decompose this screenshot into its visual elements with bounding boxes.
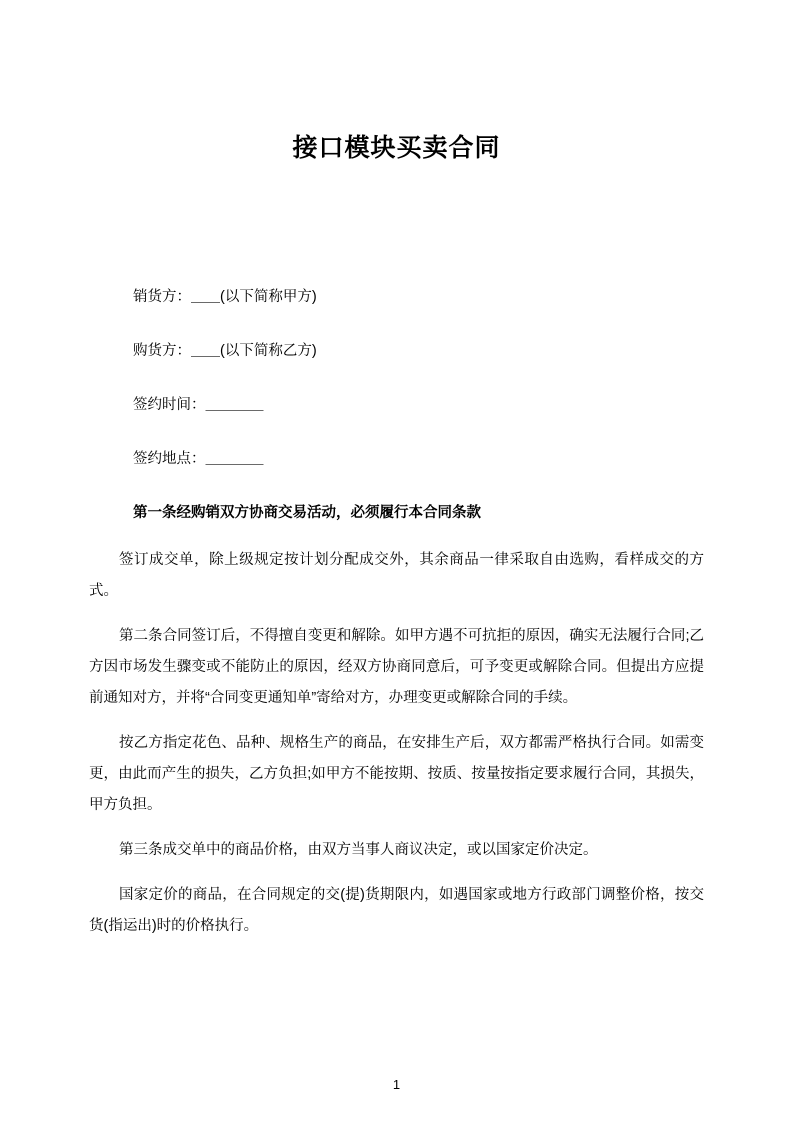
paragraph-4: 第三条成交单中的商品价格，由双方当事人商议决定，或以国家定价决定。: [119, 842, 598, 858]
document-body: [89, 282, 704, 956]
paragraph-3: 按乙方指定花色、品种、规格生产的商品，在安排生产后，双方都需严格执行合同。如需变更，由此而产生的损失，乙方负担;如甲方不能按期、按质、按量按指定要求履行合同，其损失，甲方负担。: [89, 735, 704, 813]
paragraph-2: 第二条合同签订后，不得擅自变更和解除。如甲方遇不可抗拒的原因，确实无法履行合同;乙方因市场发生骤变或不能防止的原因，经双方协商同意后，可予变更或解除合同。但提出方应提前通知对方，并将“合同变更通知单”寄给对方，办理变更或解除合同的手续。: [89, 628, 704, 706]
page-title: 接口模块买卖合同: [292, 134, 501, 162]
paragraph-1: 签订成交单，除上级规定按计划分配成交外，其余商品一律采取自由选购，看样成交的方式。: [89, 552, 704, 599]
field-sign-place: 签约地点：＿＿＿＿: [133, 451, 264, 467]
clause-heading-1: 第一条经购销双方协商交易活动，必须履行本合同条款: [133, 505, 481, 521]
field-buyer: 购货方：＿＿(以下简称乙方): [133, 343, 317, 359]
paragraph-5: 国家定价的商品，在合同规定的交(提)货期限内，如遇国家或地方行政部门调整价格，按交货(指运出)时的价格执行。: [89, 887, 704, 934]
field-seller: 销货方：＿＿(以下简称甲方): [133, 289, 317, 305]
field-sign-date: 签约时间：＿＿＿＿: [133, 397, 264, 413]
page-number: 1: [392, 1077, 401, 1092]
